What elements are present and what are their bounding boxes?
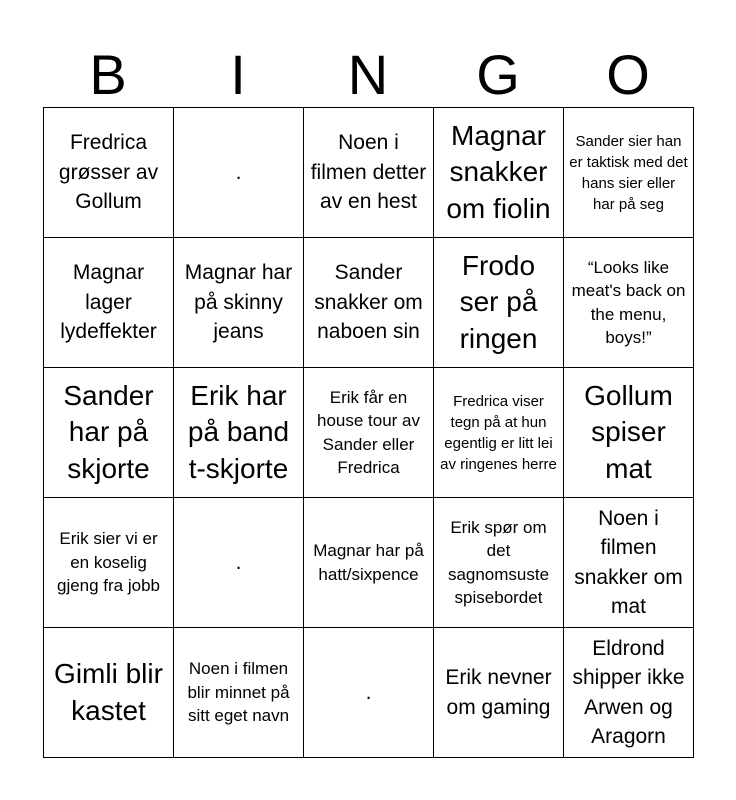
bingo-cell[interactable]: Erik sier vi er en koselig gjeng fra jobb [44,498,174,628]
bingo-cell[interactable]: Fredrica grøsser av Gollum [44,108,174,238]
grid-row [44,368,694,498]
header-letter-i: I [230,43,246,106]
bingo-cell[interactable]: . [304,628,434,758]
bingo-cell[interactable]: Erik spør om det sagnomsuste spisebordet [434,498,564,628]
bingo-cell[interactable]: Gimli blir kastet [44,628,174,758]
bingo-cell[interactable]: Erik har på band t-skjorte [174,368,304,498]
bingo-cell[interactable]: Sander sier han er taktisk med det hans sier eller har på seg [564,108,694,238]
header-letter-g: G [476,43,520,106]
bingo-cell[interactable]: Magnar snakker om fiolin [434,108,564,238]
grid-row [44,238,694,368]
bingo-cell[interactable]: Magnar har på hatt/sixpence [304,498,434,628]
bingo-cell[interactable]: “Looks like meat's back on the menu, boys!” [564,238,694,368]
header-letter-b: B [89,43,127,106]
bingo-cell[interactable]: Fredrica viser tegn på at hun egentlig er litt lei av ringenes herre [434,368,564,498]
bingo-cell[interactable]: Noen i filmen blir minnet på sitt eget navn [174,628,304,758]
bingo-header [43,44,693,106]
bingo-cell[interactable]: . [174,108,304,238]
header-letter-o: O [606,43,650,106]
bingo-cell[interactable]: Eldrond shipper ikke Arwen og Aragorn [564,628,694,758]
bingo-cell[interactable]: Erik nevner om gaming [434,628,564,758]
bingo-grid [43,107,694,758]
grid-row [44,108,694,238]
bingo-cell[interactable]: Noen i filmen snakker om mat [564,498,694,628]
bingo-cell[interactable]: Gollum spiser mat [564,368,694,498]
bingo-cell[interactable]: Frodo ser på ringen [434,238,564,368]
bingo-cell[interactable]: Magnar har på skinny jeans [174,238,304,368]
bingo-cell[interactable]: Erik får en house tour av Sander eller Fredrica [304,368,434,498]
header-letter-n: N [347,43,389,106]
bingo-cell[interactable]: Noen i filmen detter av en hest [304,108,434,238]
bingo-cell[interactable]: Magnar lager lydeffekter [44,238,174,368]
bingo-cell[interactable]: . [174,498,304,628]
bingo-cell[interactable]: Sander snakker om naboen sin [304,238,434,368]
bingo-cell[interactable]: Sander har på skjorte [44,368,174,498]
grid-row [44,498,694,628]
grid-row [44,628,694,758]
